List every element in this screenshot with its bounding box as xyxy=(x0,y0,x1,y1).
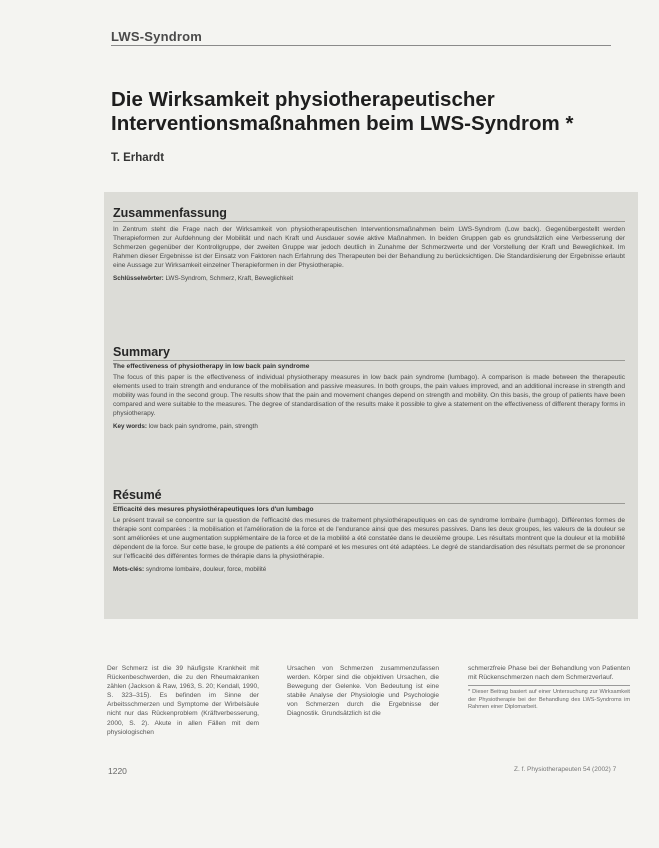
author: T. Erhardt xyxy=(111,152,165,164)
zusammenfassung-keywords xyxy=(113,275,625,282)
body-text xyxy=(107,664,634,746)
resume-heading: Résumé xyxy=(113,488,625,504)
keywords-label: Schlüsselwörter: xyxy=(113,275,164,283)
summary-section xyxy=(113,345,625,430)
keywords-value: LWS-Syndrom, Schmerz, Kraft, Beweglichkeit xyxy=(165,275,294,283)
zusammenfassung-text: In Zentrum steht die Frage nach der Wirksamkeit von physiotherapeutischen Interventionsmaßnahmen beim LWS-Syndrom (Low back). Gegenübergestellt werden Therapieformen zur Aufdehnung der Mobilität und nach Kraft und Ausdauer sowie aktive Maßnahmen. In beiden Gruppen gab es grundsätzlich eine Verbesserung der Schmerzen gegenüber der Kontrollgruppe, der zweiten Gruppe war jedoch deutlich in Zunahme der Schmerzwerte und der Vorstellung der Kraft und Beweglichkeit. Im Rahmen dieser Ergebnisse ist der Einsatz von Faktoren nach Erfahrung des Therapeuten bei der Behandlung zu berücksichtigen. Die Standardisierung der Ergebnisse erlaubt eine Aussage zur Wirksamkeit einzelner Therapieformen in der Physiotherapie. xyxy=(113,226,625,270)
section-label: LWS-Syndrom xyxy=(111,29,203,44)
body-column-2: Ursachen von Schmerzen zusammenzufassen werden. Körper sind die objektiven Ursachen, die Bewegung der Gelenke. Von Bedeutung ist eine stabile Analyse der Physiologie und Psychologie von Schmerzen durch die Ergebnisse der Diagnostik. Grundsätzlich ist die xyxy=(287,665,439,718)
zusammenfassung-heading: Zusammenfassung xyxy=(113,206,625,222)
keywords-label: Key words: xyxy=(113,423,147,431)
page-number: 1220 xyxy=(108,766,127,776)
title-line-2: Interventionsmaßnahmen beim LWS-Syndrom * xyxy=(111,112,574,135)
body-column-1: Der Schmerz ist die 39 häufigste Krankheit mit Rückenbeschwerden, die zu den Rheumakranken zählen (Jackson & Raw, 1963, S. 20; Kendall, 1990, S. 323–315). Es befinden im Sinne der Arbeitsschmerzen und Symptome der Wirbelsäule nicht nur das Rückenproblem (Kräftverbesserung, 2000, S. 2). Akute in allen Fällen mit dem physiologischen xyxy=(107,665,259,736)
keywords-value: low back pain syndrome, pain, strength xyxy=(148,423,258,431)
summary-heading: Summary xyxy=(113,345,625,361)
footnote: * Dieser Beitrag basiert auf einer Untersuchung zur Wirksamkeit der Physiotherapie bei der Behandlung des LWS-Syndroms im Rahmen einer Diplomarbeit. xyxy=(468,685,630,711)
summary-text: The focus of this paper is the effectiveness of individual physiotherapy measures in low back pain syndrome (lumbago). A comparison is made between the therapeutic elements used to train strength and endurance of the mobilisation and passive measures. In both groups, the pain values improved, and an additional increase in strength and mobility was found in the second group. The results show that the pain and movement changes depend on strength and mobility. On this basis, the group of patients have been compared and were suitable to the measures. The degree of standardisation of the results make it possible to give a statement on the effectiveness of different therapy forms in physiotherapy. xyxy=(113,374,625,418)
summary-subtitle: The effectiveness of physiotherapy in low back pain syndrome xyxy=(113,363,310,370)
resume-subtitle: Efficacité des mesures physiothérapeutiques lors d'un lumbago xyxy=(113,506,314,513)
resume-section xyxy=(113,488,625,573)
keywords-label: Mots-clés: xyxy=(113,566,145,574)
body-column-3-text: schmerzfreie Phase bei der Behandlung von Patienten mit Rückenschmerzen nach dem Schmerzverlauf. xyxy=(468,665,630,682)
resume-text: Le présent travail se concentre sur la question de l'efficacité des mesures de traitement physiothérapeutiques en cas de syndrome lombaire (lumbago). Différentes formes de thérapie sont comparées : la mobilisation et l'amélioration de la force et de l'endurance ainsi que des mesures passives. Dans les deux groupes, les valeurs de la douleur se sont améliorées et une augmentation supplémentaire de la force et de la mobilité a été constatée dans le deuxième groupe. Les résultats montrent que la douleur et la mobilité dépendent de la force. Sur cette base, le groupe de patients a été comparé et les mesures ont été adaptées. Le degré de standardisation des résultats permet de se prononcer sur l'efficacité des différentes formes de thérapie dans la physiothérapie. xyxy=(113,517,625,561)
journal-citation: Z. f. Physiotherapeuten 54 (2002) 7 xyxy=(514,766,617,773)
keywords-value: syndrome lombaire, douleur, force, mobilité xyxy=(145,566,267,574)
resume-keywords xyxy=(113,566,625,573)
zusammenfassung-section xyxy=(113,206,625,282)
summary-keywords xyxy=(113,423,625,430)
body-column-3 xyxy=(468,664,630,711)
article-title xyxy=(111,88,631,136)
title-line-1: Die Wirksamkeit physiotherapeutischer xyxy=(111,88,495,111)
running-header xyxy=(111,28,611,46)
